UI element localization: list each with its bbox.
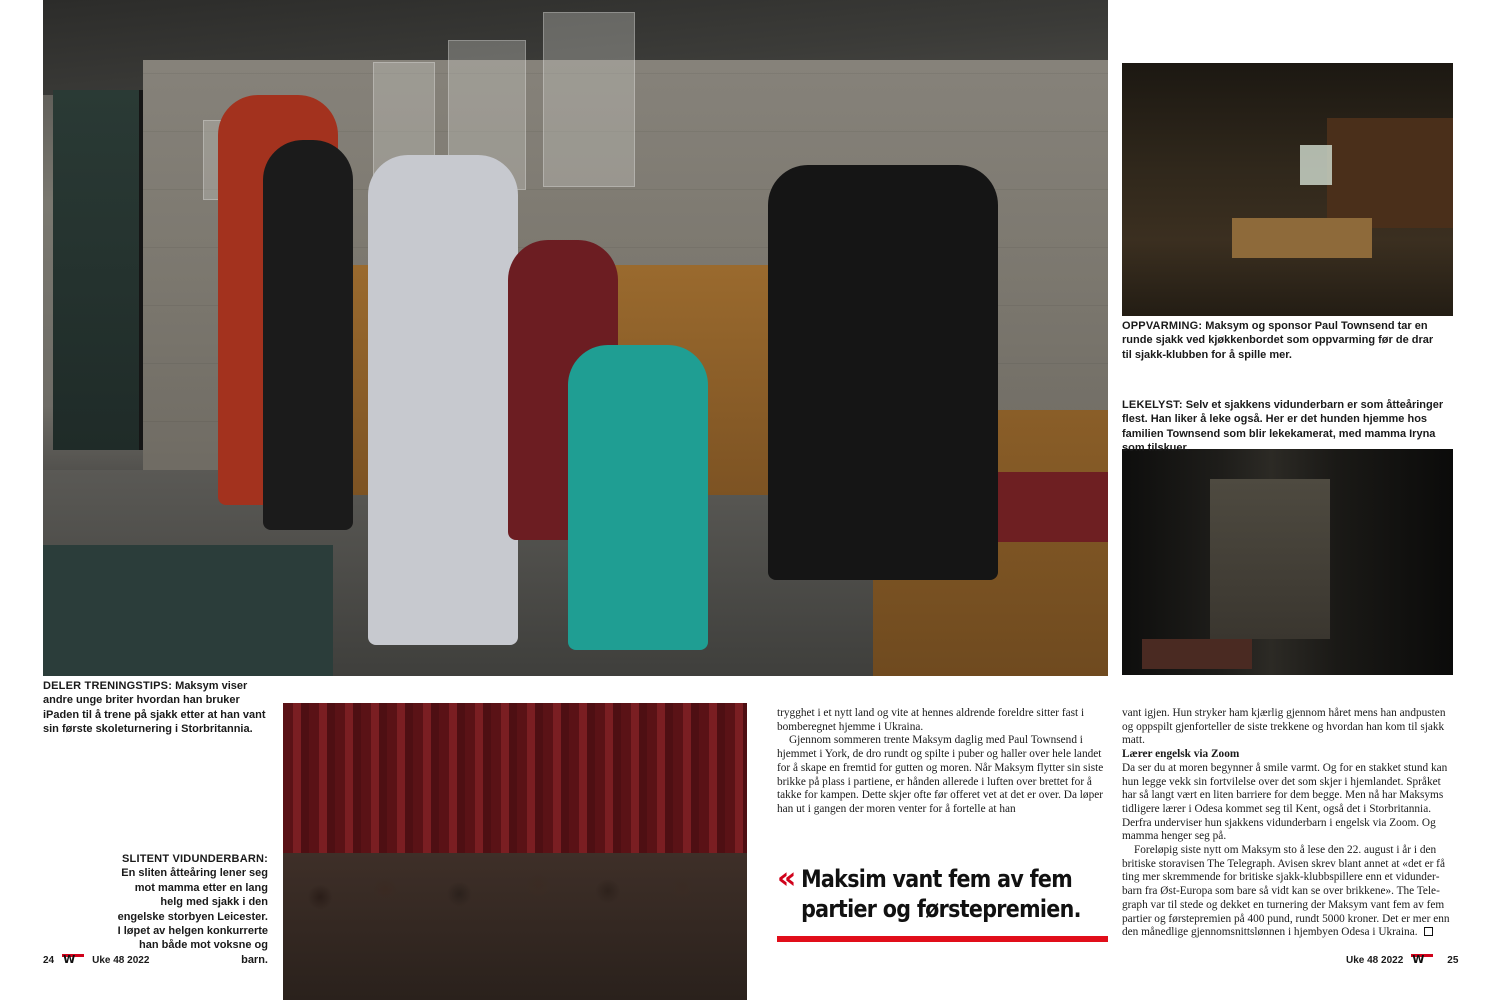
section-subhead: Lærer engelsk via Zoom	[1122, 748, 1240, 761]
article-column-1	[777, 707, 1107, 817]
wall-plaque	[543, 12, 635, 187]
issue-label: Uke 48 2022	[1346, 954, 1404, 966]
issue-label: Uke 48 2022	[92, 954, 150, 966]
caption-lead: DELER TRENINGSTIPS:	[43, 680, 173, 692]
glass-door	[53, 90, 143, 450]
boy-figure-grey	[368, 155, 518, 645]
pull-quote	[777, 861, 1108, 924]
caption-text: Selv et sjakkens vidunderbarn er som åtteåringer flest. Han liker å leke også. Her er det hunden hjemme hos familien Townsend som blir lekekamerat, med mamma Iryna som tilskuer.	[1122, 399, 1444, 455]
caption-lead: SLITENT VIDUNDERBARN:	[122, 853, 268, 865]
pull-quote-line: partier og førstepremien.	[801, 895, 1081, 923]
paragraph-text: Foreløpig siste nytt om Maksym sto å lese den 22. august i år i den britiske storavisen The Telegraph. Avisen skrev blant annet at «det er få ting mer skremmende for britiske sjakk-klubbspillere enn et vidunderbarn fra Øst-Europa som bare så vidt kan se over brikkene». The Telegraph var til stede og dekket en turnering der Maksym vant fem av fem partier og førstepremien på 400 pund, rundt 5000 kroner. Det er mer enn den månedlige gjennomsnittslønnen i hjembyen Odesa i Ukraina.	[1122, 844, 1450, 939]
page-number: 24	[43, 954, 55, 966]
caption-text: Maksym og sponsor Paul Townsend tar en runde sjakk ved kjøkkenbordet som oppvarming før de drar til sjakk-klubben for å spille mer.	[1122, 320, 1434, 361]
magazine-logo-icon	[1411, 954, 1433, 966]
boy-figure-black	[768, 165, 998, 580]
caption-hall	[1122, 398, 1452, 456]
quote-mark-icon: «	[777, 861, 797, 896]
caption-text: En sliten åtteåring lener seg mot mamma etter en lang helg med sjakk i den engelske storbyen Leicester. I løpet av helgen konkurrerte han både mot voksne og barn.	[117, 867, 268, 966]
pull-quote-line: Maksim vant fem av fem	[801, 865, 1073, 893]
red-curtain	[283, 703, 747, 863]
kitchen-chess-photo	[1122, 63, 1453, 316]
article-column-2	[1122, 707, 1452, 940]
magazine-logo-icon	[62, 954, 84, 966]
paragraph: Gjennom sommeren trente Maksym daglig med Paul Townsend i hjemmet i York, de dro rundt og spilte i puber og haller over hele landet for å skape en fremtid for gutten og moren. Når Maksym flytter sin siste brikke på plass i partiene, er hånden allerede i luften over brettet for å takke for kampen. Dette skjer ofte før offeret vet at det er over. Da løper han ut i gangen der moren venter for å fortelle at han	[777, 734, 1104, 815]
hallway-dog-photo	[1122, 449, 1453, 675]
caption-kitchen	[1122, 319, 1438, 362]
pull-quote-rule	[777, 936, 1108, 942]
end-mark-icon	[1424, 927, 1433, 936]
boy-figure-teal	[568, 345, 708, 650]
caption-lead: OPPVARMING:	[1122, 320, 1203, 332]
seated-crowd	[283, 853, 747, 1000]
paragraph: Da ser du at moren begynner å smile varmt. Og for en stakket stund kan hun legge vekk sin fortvilelse over det som skjer i hjemlandet. Språket har så langt vært en liten barriere for dem begge. Men nå har Maksyms tidligere lærer i Odesa kommet seg til Kent, også det i Storbritannia. Derfra underviser hun sjakkens vidunderbarn i engelsk via Zoom. Og mamma henger seg på.	[1122, 761, 1448, 843]
footer-left	[43, 954, 149, 966]
kitchen-cabinets	[1327, 118, 1453, 228]
paragraph	[1122, 844, 1452, 940]
paragraph: trygghet i et nytt land og vite at hennes aldrende foreldre sitter fast i bomberegnet hjemme i Ukraina.	[777, 707, 1085, 733]
caption-class	[115, 852, 268, 967]
kitchen-table	[1232, 218, 1372, 258]
page-number: 25	[1447, 954, 1459, 966]
hall-rug	[1142, 639, 1252, 669]
caption-text: Maksym viser andre unge briter hvordan han bruker iPaden til å trene på sjakk etter at han vant sin første skoleturnering i Storbritannia.	[43, 680, 266, 736]
chess-hall-photo	[283, 703, 747, 1000]
footer-right	[1346, 954, 1458, 966]
floor-mat	[43, 545, 333, 676]
caption-lead: LEKELYST:	[1122, 399, 1183, 411]
girl-figure	[263, 140, 353, 530]
paragraph: vant igjen. Hun stryker ham kjærlig gjennom håret mens han andpusten og oppspilt gjenforteller de siste trekkene og hvordan han kom til sjakk matt.	[1122, 707, 1446, 747]
kitchen-window	[1300, 145, 1332, 185]
hall-doorway	[1210, 479, 1330, 639]
caption-main	[43, 679, 271, 737]
main-photo-children-bench	[43, 0, 1108, 676]
